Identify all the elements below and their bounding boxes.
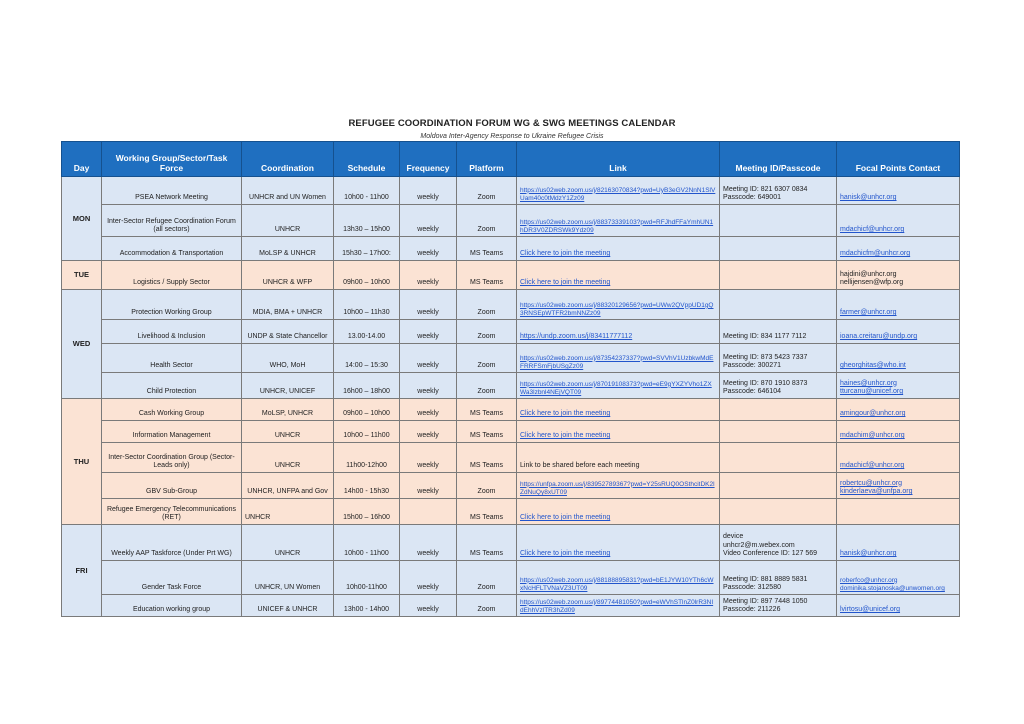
schedule-cell: 09h00 – 10h00 xyxy=(334,399,400,421)
meeting-link[interactable]: Click here to join the meeting xyxy=(517,261,720,290)
focal-email-link[interactable]: kinderlaeva@unfpa.org xyxy=(840,488,913,496)
working-group-cell: Inter-Sector Refugee Coordination Forum (all sectors) xyxy=(102,205,242,237)
platform-cell: Zoom xyxy=(457,373,517,399)
meeting-link[interactable]: https://us02web.zoom.us/j/88373339103?pwd=RFJhdFFaYmhUN1hDR3V0ZDRSWk9Ydz09 xyxy=(517,205,720,237)
platform-cell: Zoom xyxy=(457,177,517,205)
platform-cell: MS Teams xyxy=(457,443,517,473)
meeting-id-text: Meeting ID: 870 1910 8373 xyxy=(723,379,808,387)
platform-cell: MS Teams xyxy=(457,237,517,261)
header-link: Link xyxy=(517,142,720,177)
coordination-cell: UNICEF & UNHCR xyxy=(242,595,334,617)
passcode-text: Passcode: 312580 xyxy=(723,584,781,592)
focal-email-link[interactable]: amingour@unhcr.org xyxy=(837,399,960,421)
schedule-cell: 13h00 - 14h00 xyxy=(334,595,400,617)
focal-email-link[interactable]: roberfco@unhcr.org xyxy=(840,576,898,584)
meeting-link[interactable]: https://undp.zoom.us/j/83411777112 xyxy=(517,320,720,344)
schedule-cell: 11h00-12h00 xyxy=(334,443,400,473)
meeting-link[interactable]: Click here to join the meeting xyxy=(517,399,720,421)
meeting-id-cell xyxy=(720,373,837,399)
focal-points-cell[interactable] xyxy=(837,561,960,595)
meeting-id-cell xyxy=(720,237,837,261)
header-coordination: Coordination xyxy=(242,142,334,177)
frequency-cell: weekly xyxy=(400,561,457,595)
coordination-cell: UNHCR, UNICEF xyxy=(242,373,334,399)
working-group-cell: Logistics / Supply Sector xyxy=(102,261,242,290)
table-row xyxy=(62,290,960,320)
table-row xyxy=(62,399,960,421)
focal-email-link[interactable]: lvirtosu@unicef.org xyxy=(837,595,960,617)
meeting-id-text: Meeting ID: 821 6307 0834 xyxy=(723,185,808,193)
schedule-cell: 13.00-14.00 xyxy=(334,320,400,344)
working-group-cell: Education working group xyxy=(102,595,242,617)
table-row xyxy=(62,595,960,617)
day-cell-fri: FRI xyxy=(62,525,102,617)
webex-address-text: unhcr2@m.webex.com xyxy=(723,541,795,549)
frequency-cell: weekly xyxy=(400,177,457,205)
frequency-cell: weekly xyxy=(400,237,457,261)
meeting-id-cell xyxy=(720,525,837,561)
frequency-cell: weekly xyxy=(400,595,457,617)
meeting-link[interactable]: https://us02web.zoom.us/j/87354237337?pwd=SVVhV1UzbkwMdEFRRFSmFjbUSgZz09 xyxy=(517,344,720,373)
working-group-cell: Protection Working Group xyxy=(102,290,242,320)
meeting-id-cell xyxy=(720,561,837,595)
header-schedule: Schedule xyxy=(334,142,400,177)
working-group-cell: Health Sector xyxy=(102,344,242,373)
coordination-cell: UNHCR, UNFPA and Gov xyxy=(242,473,334,499)
working-group-cell: Information Management xyxy=(102,421,242,443)
working-group-cell: Weekly AAP Taskforce (Under Prt WG) xyxy=(102,525,242,561)
day-cell-wed: WED xyxy=(62,290,102,399)
focal-email-link[interactable]: tturcanu@unicef.org xyxy=(840,388,904,396)
focal-email-link[interactable]: mdachicf@unhcr.org xyxy=(837,443,960,473)
frequency-cell: weekly xyxy=(400,443,457,473)
schedule-cell: 09h00 – 10h00 xyxy=(334,261,400,290)
frequency-cell: weekly xyxy=(400,344,457,373)
day-cell-tue: TUE xyxy=(62,261,102,290)
working-group-cell: Inter-Sector Coordination Group (Sector-Leads only) xyxy=(102,443,242,473)
meeting-id-cell: Meeting ID: 834 1177 7112 xyxy=(720,320,837,344)
meeting-id-text: Meeting ID: 881 8889 5831 xyxy=(723,575,808,583)
meeting-id-cell xyxy=(720,473,837,499)
header-working-group: Working Group/Sector/Task Force xyxy=(102,142,242,177)
schedule-cell: 16h00 – 18h00 xyxy=(334,373,400,399)
working-group-cell: GBV Sub-Group xyxy=(102,473,242,499)
frequency-cell: weekly xyxy=(400,473,457,499)
meeting-id-text: Meeting ID: 873 5423 7337 xyxy=(723,353,808,361)
meeting-id-text: Meeting ID: 897 7448 1050 xyxy=(723,597,808,605)
coordination-cell: MDIA, BMA + UNHCR xyxy=(242,290,334,320)
meeting-id-cell xyxy=(720,290,837,320)
working-group-cell: Livelihood & Inclusion xyxy=(102,320,242,344)
focal-points-cell[interactable] xyxy=(837,373,960,399)
schedule-cell: 14:00 – 15:30 xyxy=(334,344,400,373)
frequency-cell: weekly xyxy=(400,399,457,421)
platform-cell: Zoom xyxy=(457,561,517,595)
document-title: REFUGEE COORDINATION FORUM WG & SWG MEETINGS CALENDAR xyxy=(348,118,676,129)
focal-email-link[interactable]: ioana.creitaru@undp.org xyxy=(837,320,960,344)
table-row xyxy=(62,261,960,290)
working-group-cell: PSEA Network Meeting xyxy=(102,177,242,205)
day-cell-mon: MON xyxy=(62,177,102,261)
focal-email-link[interactable]: farmer@unhcr.org xyxy=(837,290,960,320)
header-focal-points: Focal Points Contact xyxy=(837,142,960,177)
focal-email-link[interactable]: haines@unhcr.org xyxy=(840,379,897,387)
meetings-calendar-table xyxy=(61,141,960,617)
passcode-text: Passcode: 211226 xyxy=(723,606,781,614)
platform-cell: MS Teams xyxy=(457,421,517,443)
schedule-cell: 10h00 – 11h30 xyxy=(334,290,400,320)
coordination-cell: UNHCR, UN Women xyxy=(242,561,334,595)
coordination-cell: UNHCR xyxy=(242,421,334,443)
day-cell-thu: THU xyxy=(62,399,102,525)
meeting-id-cell xyxy=(720,205,837,237)
table-row xyxy=(62,177,960,205)
platform-cell: Zoom xyxy=(457,205,517,237)
schedule-cell: 14h00 - 15h30 xyxy=(334,473,400,499)
focal-email-link[interactable]: mdachicf@unhcr.org xyxy=(837,205,960,237)
frequency-cell xyxy=(400,499,457,525)
coordination-cell: UNHCR xyxy=(242,443,334,473)
schedule-cell: 10h00 - 11h00 xyxy=(334,525,400,561)
platform-cell: MS Teams xyxy=(457,499,517,525)
table-row xyxy=(62,421,960,443)
platform-cell: Zoom xyxy=(457,473,517,499)
platform-cell: MS Teams xyxy=(457,525,517,561)
platform-cell: MS Teams xyxy=(457,261,517,290)
focal-email-text: nellijensen@wfp.org xyxy=(840,279,904,287)
focal-points-cell[interactable] xyxy=(837,473,960,499)
frequency-cell: weekly xyxy=(400,261,457,290)
table-row xyxy=(62,344,960,373)
meeting-id-cell xyxy=(720,595,837,617)
working-group-cell: Gender Task Force xyxy=(102,561,242,595)
meeting-link[interactable]: Click here to join the meeting xyxy=(517,499,720,525)
meeting-id-cell xyxy=(720,177,837,205)
meeting-link-note: Link to be shared before each meeting xyxy=(517,443,720,473)
frequency-cell: weekly xyxy=(400,320,457,344)
coordination-cell: UNHCR and UN Women xyxy=(242,177,334,205)
passcode-text: Passcode: 649001 xyxy=(723,194,781,202)
table-row xyxy=(62,443,960,473)
meeting-link[interactable]: Click here to join the meeting xyxy=(517,525,720,561)
header-platform: Platform xyxy=(457,142,517,177)
coordination-cell: MoLSP & UNHCR xyxy=(242,237,334,261)
meeting-link[interactable]: https://us02web.zoom.us/j/87019108373?pwd=eE9gYXZYVho1ZXWa3lzbnl4NEjVQT09 xyxy=(517,373,720,399)
platform-cell: MS Teams xyxy=(457,399,517,421)
table-row xyxy=(62,205,960,237)
passcode-text: Passcode: 646104 xyxy=(723,388,781,396)
table-row xyxy=(62,499,960,525)
coordination-cell: UNHCR xyxy=(242,525,334,561)
header-day: Day xyxy=(62,142,102,177)
meeting-id-cell xyxy=(720,443,837,473)
meeting-id-cell xyxy=(720,499,837,525)
focal-email-link[interactable]: robertcu@unhcr.org xyxy=(840,479,902,487)
table-row xyxy=(62,373,960,399)
coordination-cell: UNDP & State Chancellor xyxy=(242,320,334,344)
schedule-cell: 10h00 – 11h00 xyxy=(334,421,400,443)
table-row xyxy=(62,525,960,561)
schedule-cell: 10h00-11h00 xyxy=(334,561,400,595)
frequency-cell: weekly xyxy=(400,421,457,443)
meeting-id-cell xyxy=(720,421,837,443)
focal-email-link[interactable]: hanisk@unhcr.org xyxy=(837,525,960,561)
working-group-cell: Accommodation & Transportation xyxy=(102,237,242,261)
coordination-cell: UNHCR xyxy=(242,499,334,525)
working-group-cell: Refugee Emergency Telecommunications (RET) xyxy=(102,499,242,525)
meeting-id-cell xyxy=(720,399,837,421)
coordination-cell: WHO, MoH xyxy=(242,344,334,373)
schedule-cell: 10h00 - 11h00 xyxy=(334,177,400,205)
device-text: device xyxy=(723,532,744,540)
header-meeting-id: Meeting ID/Passcode xyxy=(720,142,837,177)
video-conference-id-text: Video Conference ID: 127 569 xyxy=(723,550,818,558)
table-row xyxy=(62,320,960,344)
table-row xyxy=(62,561,960,595)
meeting-link[interactable]: https://unfpa.zoom.us/j/83952789367?pwd=Y25sRUQ0OSthcitDK2lZdNuQy8xUT09 xyxy=(517,473,720,499)
platform-cell: Zoom xyxy=(457,290,517,320)
schedule-cell: 15h30 – 17h00: xyxy=(334,237,400,261)
frequency-cell: weekly xyxy=(400,373,457,399)
table-row xyxy=(62,473,960,499)
schedule-cell: 13h30 – 15h00 xyxy=(334,205,400,237)
meeting-link[interactable]: https://us02web.zoom.us/j/88320129656?pwd=UWw2QVppUD1gQ3RNSEpWTFR2bmNNZz09 xyxy=(517,290,720,320)
meeting-link[interactable]: Click here to join the meeting xyxy=(517,237,720,261)
platform-cell: Zoom xyxy=(457,320,517,344)
platform-cell: Zoom xyxy=(457,344,517,373)
focal-email-link[interactable]: hanisk@unhcr.org xyxy=(837,177,960,205)
meeting-link[interactable]: https://us02web.zoom.us/j/88188895831?pwd=bE1JYW10YTh6cWxNcHFLTVNaVZ3UT09 xyxy=(517,561,720,595)
frequency-cell: weekly xyxy=(400,290,457,320)
passcode-text: Passcode: 300271 xyxy=(723,362,781,370)
table-header-row xyxy=(62,142,960,177)
frequency-cell: weekly xyxy=(400,205,457,237)
meeting-link[interactable]: https://us02web.zoom.us/j/82163070834?pwd=UyB3eGV2NnN1SlVUam40c0tMdzY1Zz09 xyxy=(517,177,720,205)
working-group-cell: Child Protection xyxy=(102,373,242,399)
working-group-cell: Cash Working Group xyxy=(102,399,242,421)
table-row xyxy=(62,237,960,261)
meeting-id-cell xyxy=(720,261,837,290)
frequency-cell: weekly xyxy=(400,525,457,561)
coordination-cell: MoLSP, UNHCR xyxy=(242,399,334,421)
focal-email-text: hajdini@unhcr.org xyxy=(840,270,897,278)
document-subtitle: Moldova Inter-Agency Response to Ukraine Refugee Crisis xyxy=(420,133,604,140)
coordination-cell: UNHCR & WFP xyxy=(242,261,334,290)
coordination-cell: UNHCR xyxy=(242,205,334,237)
platform-cell: Zoom xyxy=(457,595,517,617)
focal-email-link[interactable]: mdachim@unhcr.org xyxy=(837,421,960,443)
focal-email-link[interactable]: dominika.stojanoska@unwomen.org xyxy=(840,584,945,592)
focal-email-link[interactable]: mdachicfm@unhcr.org xyxy=(837,237,960,261)
focal-email-link[interactable]: gheorghitas@who.int xyxy=(837,344,960,373)
header-frequency: Frequency xyxy=(400,142,457,177)
focal-points-cell xyxy=(837,499,960,525)
meeting-id-cell xyxy=(720,344,837,373)
meeting-link[interactable]: Click here to join the meeting xyxy=(517,421,720,443)
schedule-cell: 15h00 – 16h00 xyxy=(334,499,400,525)
focal-points-cell xyxy=(837,261,960,290)
meeting-link[interactable]: https://us02web.zoom.us/j/89774481050?pwd=eWVhSTlnZ0lrR3NIdEhhVzlTR3hZd09 xyxy=(517,595,720,617)
